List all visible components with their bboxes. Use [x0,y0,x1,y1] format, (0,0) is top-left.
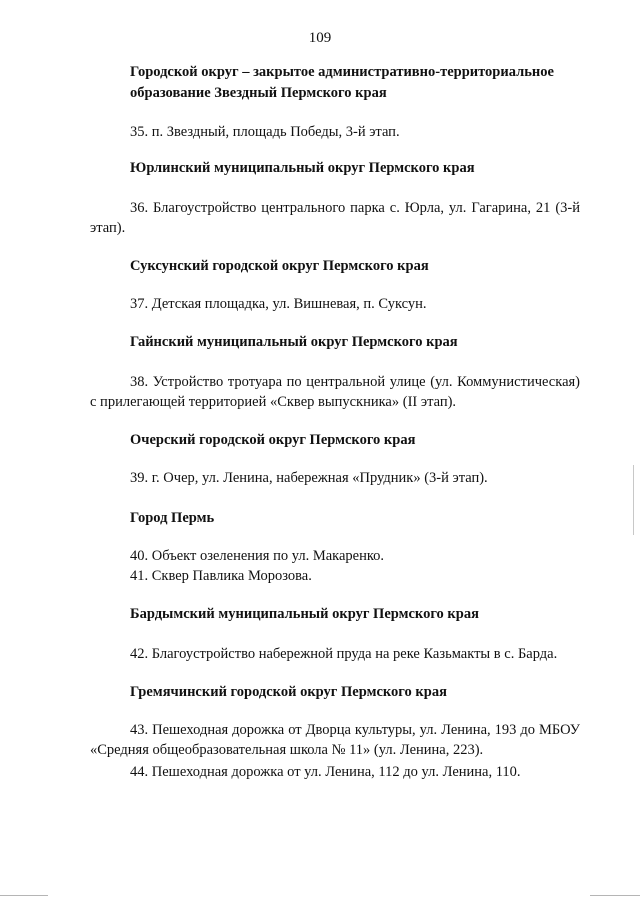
list-item-39: 39. г. Очер, ул. Ленина, набережная «Прудник» (3-й этап). [130,470,488,486]
list-item-37: 37. Детская площадка, ул. Вишневая, п. Суксун. [130,296,427,312]
section-heading-gainy: Гайнский муниципальный округ Пермского края [130,334,458,350]
page-number: 109 [308,30,332,46]
scan-bottom-line-left [0,895,48,896]
list-item-36: 36. Благоустройство центрального парка с. Юрла, ул. Гагарина, 21 (3-й этап). [90,200,580,236]
list-item-44: 44. Пешеходная дорожка от ул. Ленина, 112 до ул. Ленина, 110. [130,764,521,780]
section-heading-zvezdny: Городской округ – закрытое административно-территориальное образование Звездный Пермского края [130,64,554,101]
section-heading-suksun: Суксунский городской округ Пермского края [130,258,429,274]
scan-bottom-line-right [590,895,640,896]
list-item-38: 38. Устройство тротуара по центральной улице (ул. Коммунистическая) с прилегающей территорией «Сквер выпускника» (II этап). [90,374,580,410]
list-item-40: 40. Объект озеленения по ул. Макаренко. [130,548,385,564]
section-heading-yurla: Юрлинский муниципальный округ Пермского края [130,160,475,176]
list-item-43: 43. Пешеходная дорожка от Дворца культуры, ул. Ленина, 193 до МБОУ «Средняя общеобразовательная школа № 11» (ул. Ленина, 223). [90,722,580,758]
section-heading-bardym: Бардымский муниципальный округ Пермского края [130,606,479,622]
list-item-35: 35. п. Звездный, площадь Победы, 3-й этап. [130,124,400,140]
list-item-42: 42. Благоустройство набережной пруда на реке Казьмакты в с. Барда. [130,646,558,662]
list-item-41: 41. Сквер Павлика Морозова. [130,568,312,584]
scan-edge-line [633,465,634,535]
section-heading-perm: Город Пермь [130,510,215,526]
section-heading-ocher: Очерский городской округ Пермского края [130,432,416,448]
section-heading-gremyachinsk: Гремячинский городской округ Пермского края [130,684,447,700]
